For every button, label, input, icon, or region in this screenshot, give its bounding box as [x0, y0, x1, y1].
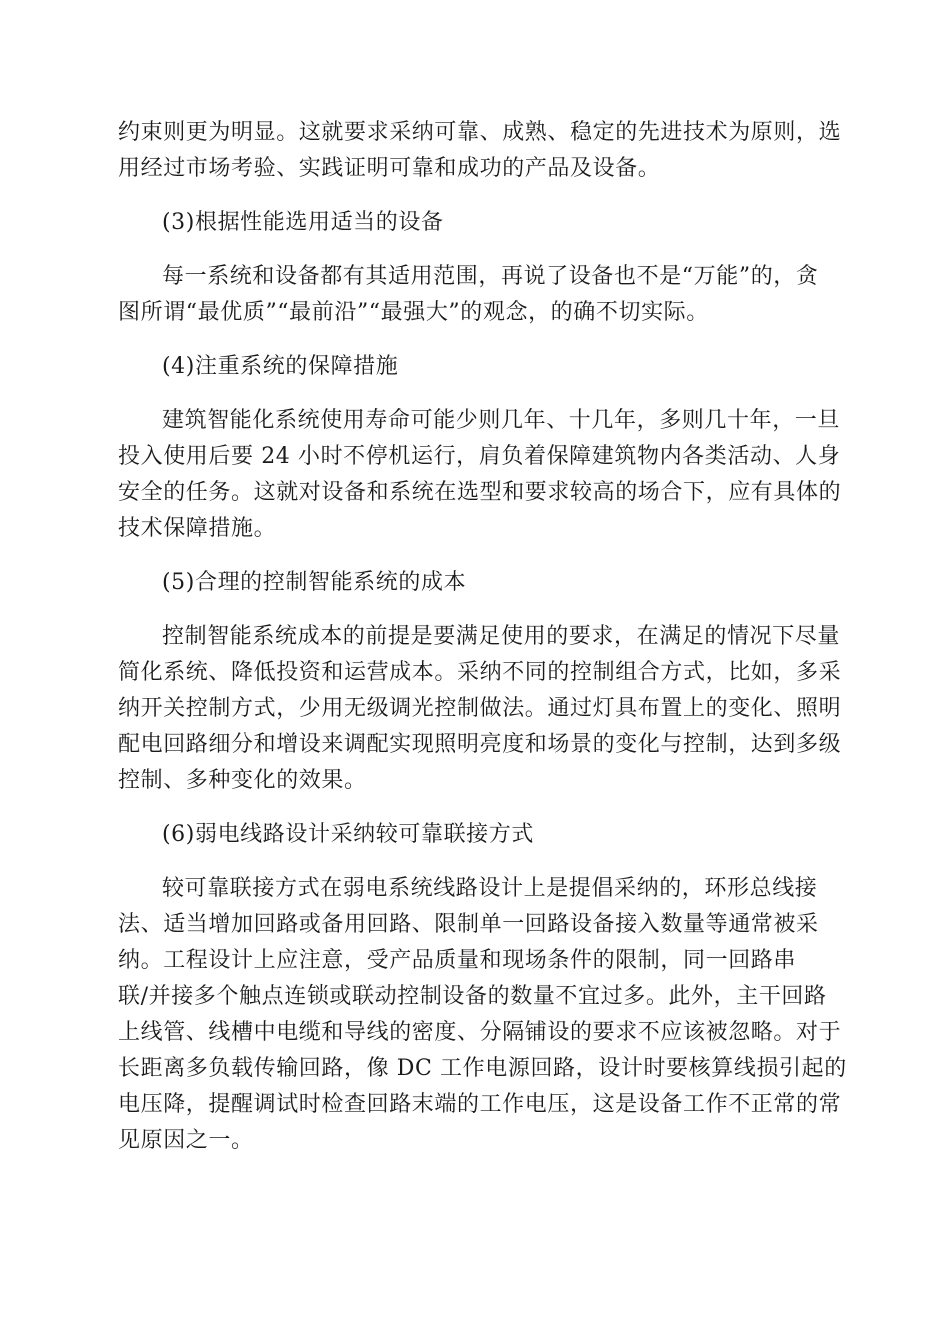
paragraph-line: 配电回路细分和增设来调配实现照明亮度和场景的变化与控制，达到多级: [118, 732, 842, 757]
paragraph-line: 法、适当增加回路或备用回路、限制单一回路设备接入数量等通常被采: [118, 912, 819, 937]
paragraph-line: 投入使用后要 24 小时不停机运行，肩负着保障建筑物内各类活动、人身: [118, 444, 841, 469]
section-heading: (5)合理的控制智能系统的成本: [162, 570, 467, 595]
paragraph-line: 电压降，提醒调试时检查回路末端的工作电压，这是设备工作不正常的常: [118, 1092, 842, 1117]
paragraph-line: 纳。工程设计上应注意，受产品质量和现场条件的限制，同一回路串: [118, 948, 797, 973]
paragraph-line: 图所谓“最优质”“最前沿”“最强大”的观念，的确不切实际。: [118, 300, 709, 325]
section-heading: (3)根据性能选用适当的设备: [162, 210, 444, 235]
paragraph-line: 技术保障措施。: [118, 516, 277, 541]
paragraph-line: 控制、多种变化的效果。: [118, 768, 367, 793]
paragraph-line: 建筑智能化系统使用寿命可能少则几年、十几年，多则几十年，一旦: [162, 408, 841, 433]
paragraph-line: 较可靠联接方式在弱电系统线路设计上是提倡采纳的，环形总线接: [162, 876, 818, 901]
paragraph-line: 长距离多负载传输回路，像 DC 工作电源回路，设计时要核算线损引起的: [118, 1056, 847, 1081]
paragraph-line: 见原因之一。: [118, 1128, 254, 1153]
paragraph-line: 安全的任务。这就对设备和系统在选型和要求较高的场合下，应有具体的: [118, 480, 842, 505]
paragraph-line: 约束则更为明显。这就要求采纳可靠、成熟、稳定的先进技术为原则，选: [118, 120, 842, 145]
paragraph-line: 每一系统和设备都有其适用范围，再说了设备也不是“万能”的，贪: [162, 264, 819, 289]
paragraph-line: 控制智能系统成本的前提是要满足使用的要求，在满足的情况下尽量: [162, 624, 841, 649]
paragraph-line: 纳开关控制方式，少用无级调光控制做法。通过灯具布置上的变化、照明: [118, 696, 842, 721]
section-heading: (4)注重系统的保障措施: [162, 354, 399, 379]
paragraph-line: 用经过市场考验、实践证明可靠和成功的产品及设备。: [118, 156, 661, 181]
paragraph-line: 上线管、线槽中电缆和导线的密度、分隔铺设的要求不应该被忽略。对于: [118, 1020, 842, 1045]
paragraph-line: 联/并接多个触点连锁或联动控制设备的数量不宜过多。此外，主干回路: [118, 984, 827, 1009]
paragraph-line: 简化系统、降低投资和运营成本。采纳不同的控制组合方式，比如，多采: [118, 660, 842, 685]
section-heading: (6)弱电线路设计采纳较可靠联接方式: [162, 822, 534, 847]
